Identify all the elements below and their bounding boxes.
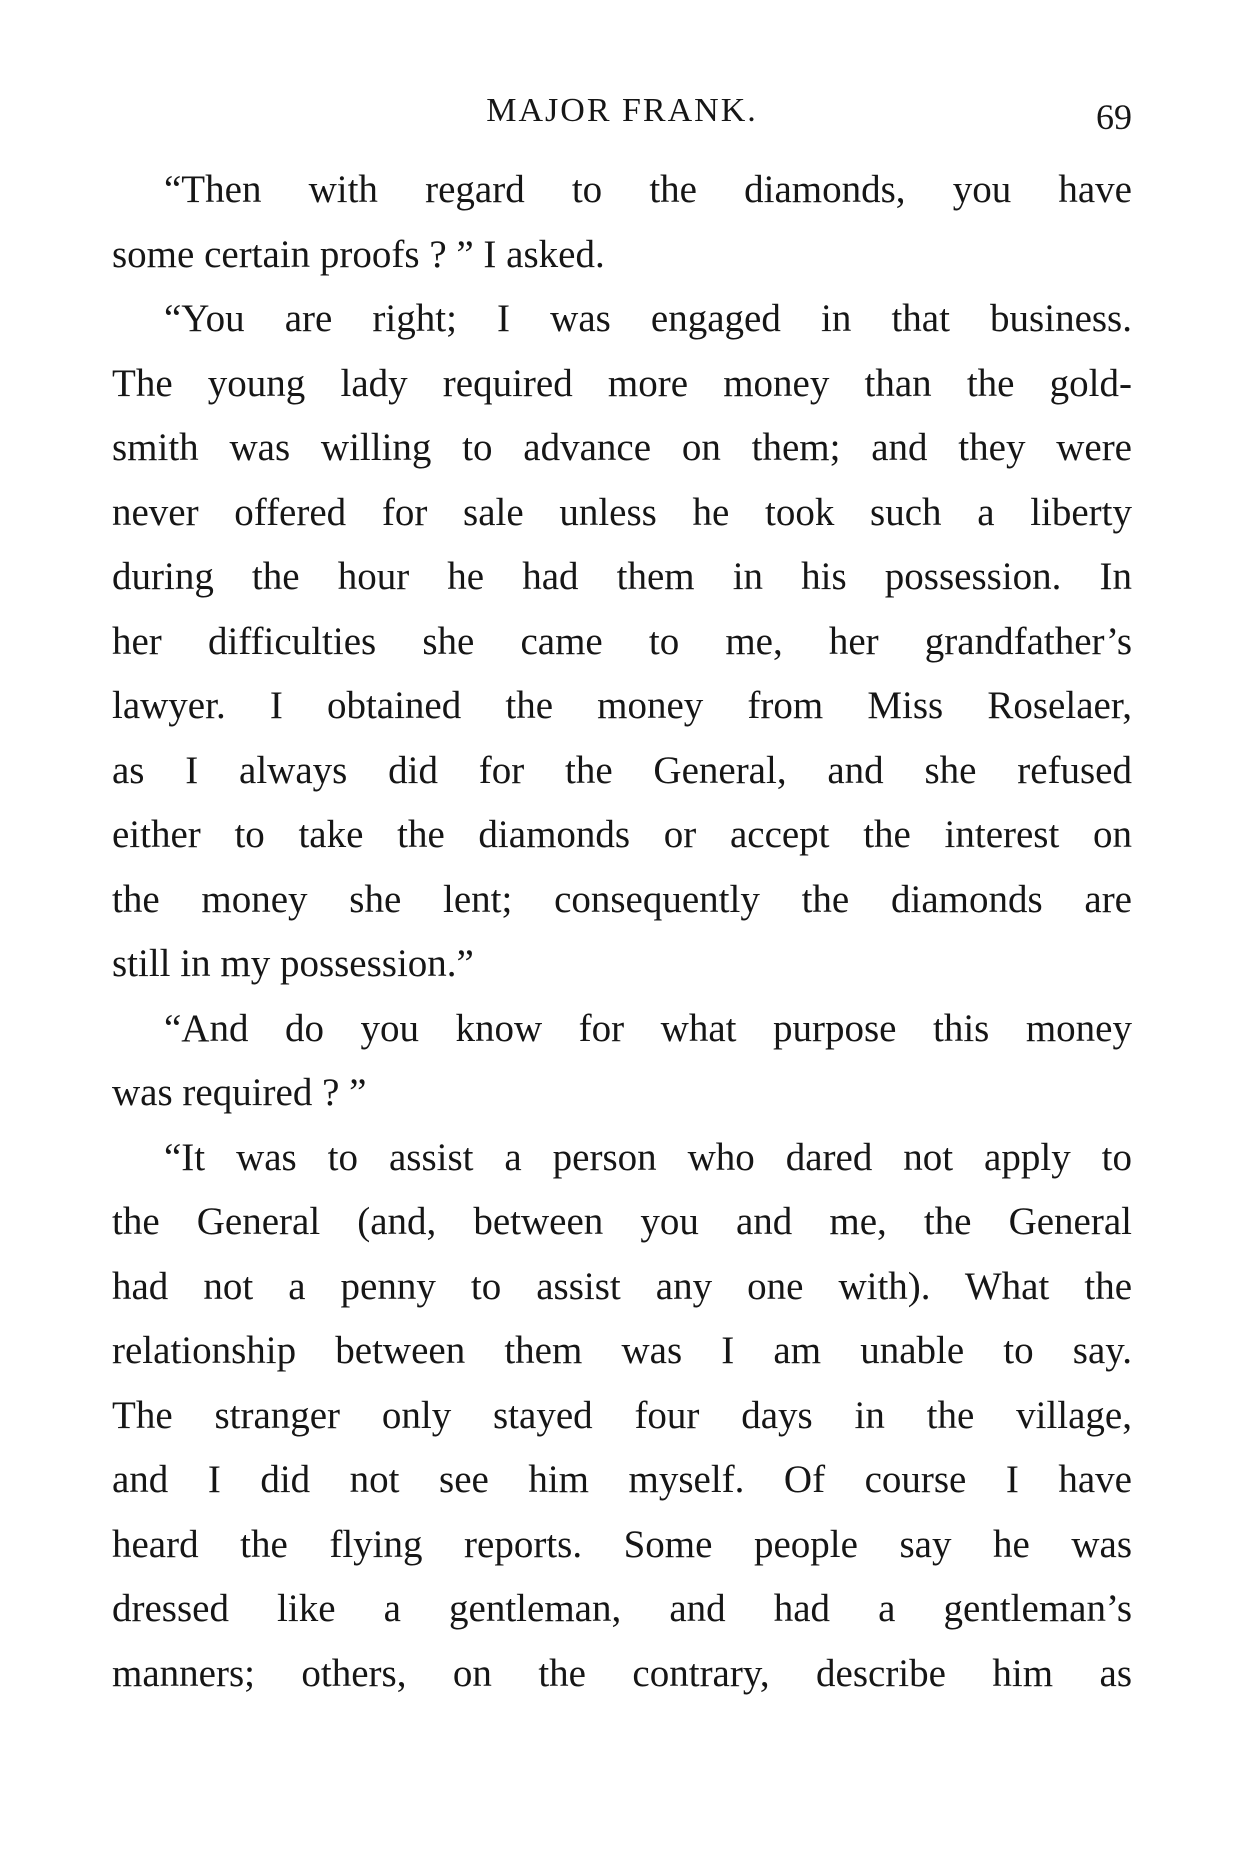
text-line: during the hour he had them in his possession. In <box>112 555 1132 598</box>
text-line: lawyer. I obtained the money from Miss Roselaer, <box>112 684 1132 727</box>
text-line: some certain proofs ? ” I asked. <box>112 232 605 276</box>
text-line: “And do you know for what purpose this money <box>164 1006 1132 1050</box>
body-text <box>112 158 1132 1706</box>
text-line: and I did not see him myself. Of course I have <box>112 1458 1132 1501</box>
text-line: dressed like a gentleman, and had a gentleman’s <box>112 1587 1132 1630</box>
text-line: was required ? ” <box>112 1071 367 1114</box>
text-line: heard the flying reports. Some people say he was <box>112 1522 1132 1566</box>
text-line: relationship between them was I am unable to say. <box>112 1329 1132 1372</box>
text-line: “You are right; I was engaged in that business. <box>164 297 1132 340</box>
text-line: the General (and, between you and me, the General <box>112 1200 1132 1243</box>
running-title: MAJOR FRANK. <box>486 92 758 129</box>
text-line: as I always did for the General, and she refused <box>112 748 1132 792</box>
text-line: her difficulties she came to me, her grandfather’s <box>112 619 1132 663</box>
text-line: “Then with regard to the diamonds, you have <box>164 168 1132 211</box>
text-line: either to take the diamonds or accept the interest on <box>112 813 1132 856</box>
text-line: still in my possession.” <box>112 942 474 985</box>
running-head <box>112 92 1132 142</box>
text-line: never offered for sale unless he took such a liberty <box>112 490 1132 534</box>
text-line: “It was to assist a person who dared not apply to <box>164 1135 1132 1179</box>
text-line: The stranger only stayed four days in the village, <box>112 1393 1132 1437</box>
text-line: the money she lent; consequently the diamonds are <box>112 877 1132 921</box>
text-line: smith was willing to advance on them; and they were <box>112 426 1132 469</box>
text-line: had not a penny to assist any one with). What the <box>112 1264 1132 1308</box>
text-line: manners; others, on the contrary, describe him as <box>112 1651 1132 1695</box>
text-line: The young lady required more money than the gold- <box>112 361 1132 405</box>
page-number: 69 <box>1096 97 1132 137</box>
